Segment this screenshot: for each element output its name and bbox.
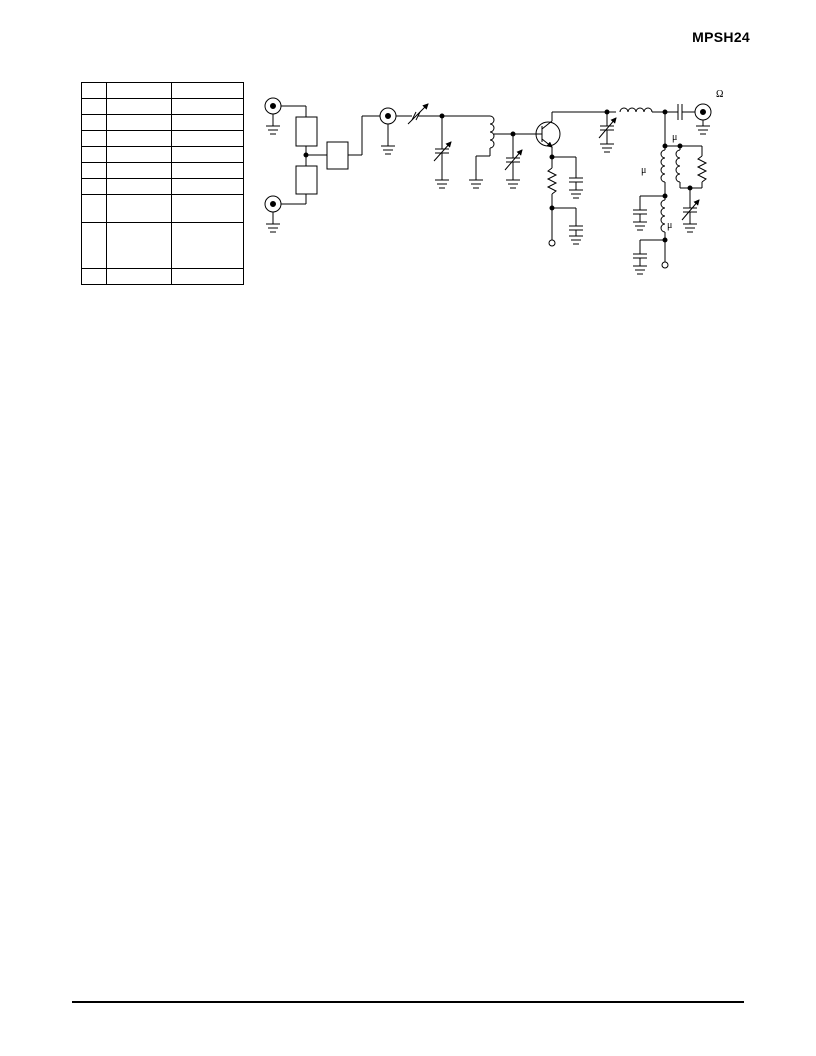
table-row (82, 269, 244, 285)
attenuator-block-2 (296, 166, 317, 194)
output-connector (695, 104, 711, 134)
table-row (82, 223, 244, 269)
table-row (82, 115, 244, 131)
bias-network (633, 112, 706, 274)
micro-label-2: μ (641, 165, 647, 176)
micro-label-1: μ (672, 132, 678, 143)
table-row (82, 131, 244, 147)
output-impedance-label: Ω (716, 89, 724, 100)
output-inductor (620, 104, 695, 120)
table-row (82, 195, 244, 223)
emitter-resistor (548, 155, 583, 246)
test-circuit-schematic (255, 80, 735, 285)
shunt-variable-capacitor-1 (434, 114, 451, 188)
input-connector-1 (265, 98, 306, 134)
attenuator-block-1 (296, 117, 317, 146)
component-value-table (81, 82, 244, 285)
dut-input-connector (380, 108, 412, 154)
table-row (82, 163, 244, 179)
transistor-dut (534, 112, 616, 168)
collector-variable-capacitor (599, 110, 616, 152)
series-variable-capacitor (408, 104, 442, 124)
part-number-header: MPSH24 (692, 29, 750, 45)
micro-label-3: μ (667, 220, 673, 231)
table-row (82, 147, 244, 163)
footer-rule (72, 1001, 744, 1003)
table-row (82, 179, 244, 195)
shunt-variable-capacitor-2 (505, 132, 522, 188)
table-row (82, 99, 244, 115)
input-connector-2 (265, 194, 306, 232)
hybrid-combiner-block (327, 142, 348, 169)
table-row (82, 83, 244, 99)
